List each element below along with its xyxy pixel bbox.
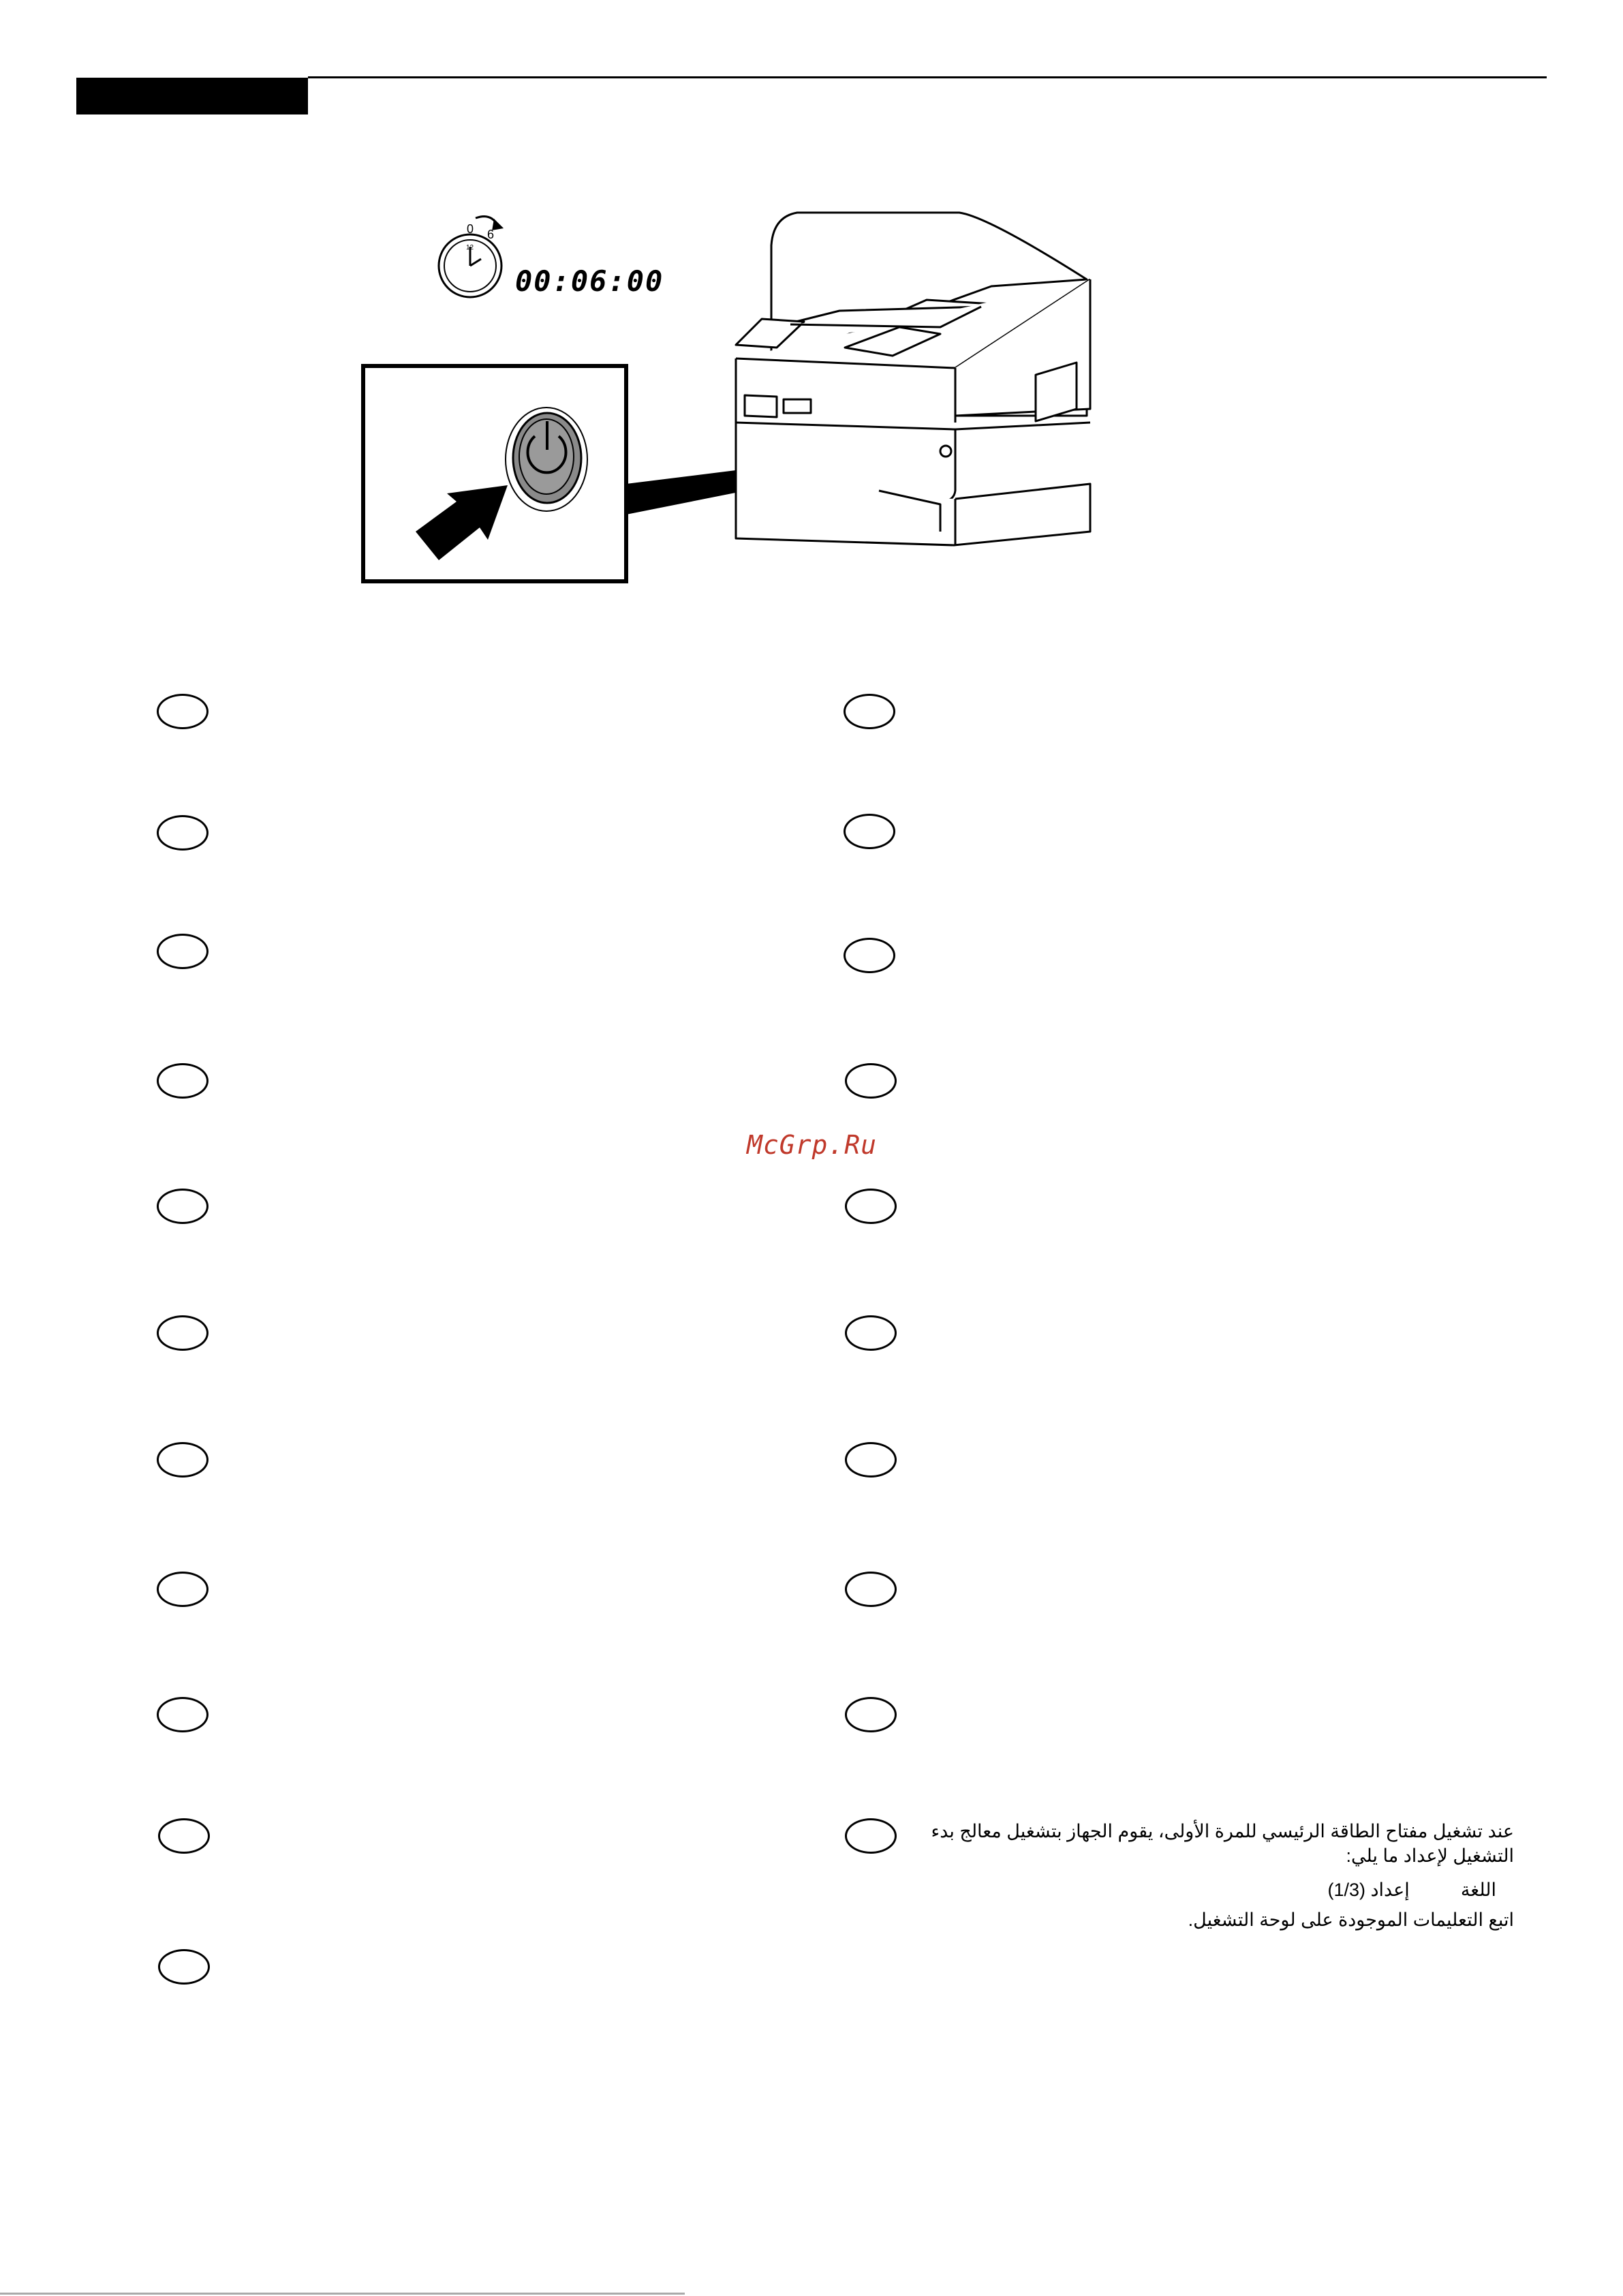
power-button-icon — [506, 408, 587, 511]
language-marker — [158, 1818, 210, 1854]
language-marker — [845, 1315, 897, 1351]
timer-readout: 00:06:00 — [515, 264, 664, 298]
arabic-setting-row — [1327, 1878, 1496, 1901]
language-marker — [845, 1442, 897, 1478]
language-marker — [845, 1063, 897, 1099]
language-marker — [157, 934, 208, 969]
dial-start-label: 0 — [467, 222, 474, 236]
language-marker — [157, 1189, 208, 1224]
watermark: McGrp.Ru — [747, 1130, 878, 1160]
language-marker — [157, 1697, 208, 1732]
language-marker — [158, 1949, 210, 1985]
dial-top-label: 12 — [466, 244, 474, 251]
language-marker — [844, 938, 895, 973]
printer-icon — [736, 213, 1090, 545]
language-marker — [844, 694, 895, 729]
language-marker — [157, 1315, 208, 1351]
dial-end-label: 6 — [487, 228, 495, 241]
arabic-line-1: عند تشغيل مفتاح الطاقة الرئيسي للمرة الأولى، يقوم الجهاز بتشغيل معالج بدء — [931, 1821, 1514, 1841]
language-marker — [845, 1572, 897, 1607]
arabic-line-4: اتبع التعليمات الموجودة على لوحة التشغيل. — [1188, 1910, 1514, 1930]
language-marker — [845, 1189, 897, 1224]
zoom-box — [363, 366, 626, 581]
language-marker — [157, 1442, 208, 1478]
section-header-bar — [76, 78, 308, 114]
footer-rule — [0, 2293, 685, 2295]
language-marker-arabic — [845, 1818, 897, 1854]
language-marker — [157, 1572, 208, 1607]
language-marker — [157, 694, 208, 729]
arabic-line-2: التشغيل لإعداد ما يلي: — [1346, 1846, 1514, 1866]
power-on-illustration — [354, 204, 1117, 613]
arabic-setting-language: اللغة — [1460, 1880, 1496, 1900]
language-marker — [845, 1697, 897, 1732]
language-marker — [844, 814, 895, 849]
arabic-setting-step: إعداد (1/3) — [1327, 1880, 1410, 1900]
language-marker — [157, 1063, 208, 1099]
language-marker — [157, 815, 208, 851]
header-rule — [308, 76, 1547, 78]
